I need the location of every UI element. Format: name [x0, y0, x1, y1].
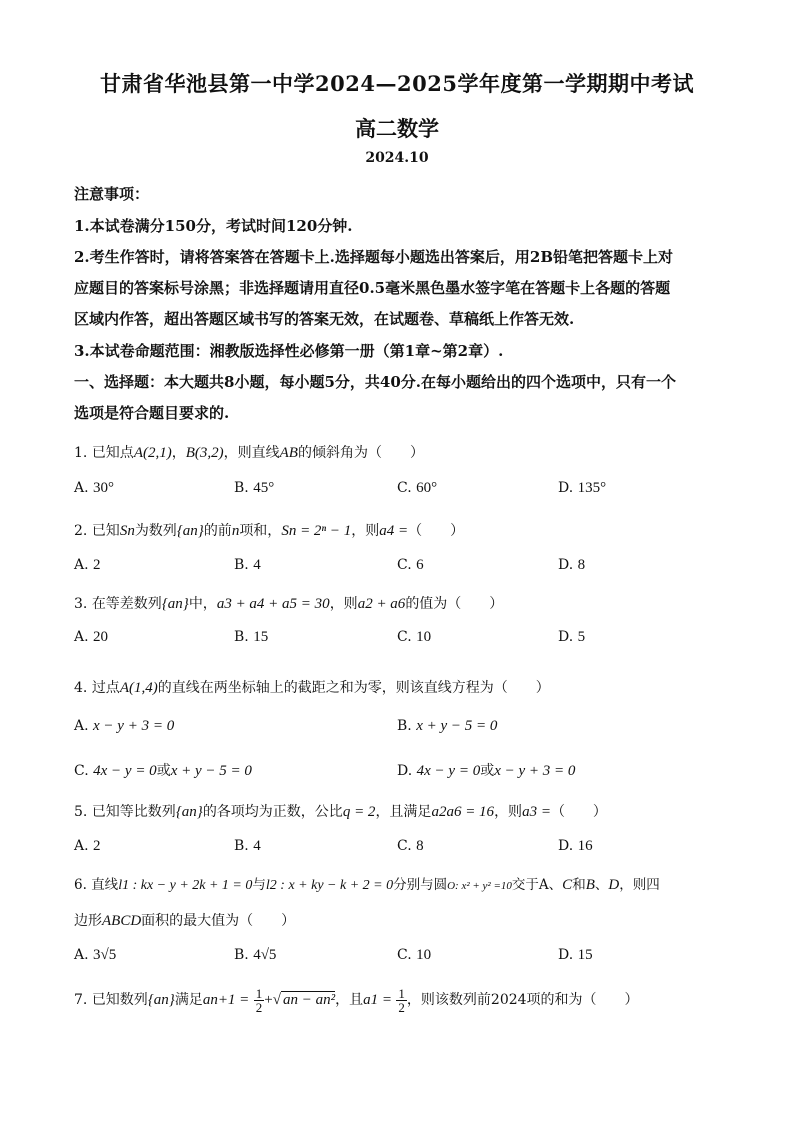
- q2-a4: a4 =: [379, 523, 409, 539]
- notes-line-2c: 区域内作答，超出答题区域书写的答案无效，在试题卷、草稿纸上作答无效.: [74, 310, 575, 328]
- exam-date: 2024.10: [365, 150, 429, 166]
- q5-option-c: C. 8: [397, 838, 424, 854]
- q3-formula: a3 + a4 + a5 = 30: [216, 596, 330, 612]
- notes-line-1: 1.本试卷满分150分，考试时间120分钟.: [74, 217, 353, 235]
- q2-option-d: D. 8: [558, 557, 586, 573]
- q6-option-a: A. 3√5: [74, 947, 117, 963]
- q3-seq: {an}: [161, 596, 189, 612]
- q6-text-10: 面积的最大值为（ ）: [141, 913, 296, 929]
- q4-text-1: 过点: [91, 680, 120, 696]
- q1-point-b: B(3,2): [185, 445, 224, 461]
- q3-number: 3.: [74, 596, 88, 612]
- q3-text-4: 的值为（ ）: [405, 596, 504, 612]
- q6-line-l1: l1 : kx − y + 2k + 1 = 0: [118, 878, 253, 893]
- q7-text-3: ，且: [335, 992, 364, 1008]
- notes-heading: 注意事项：: [74, 185, 150, 203]
- question-2: [74, 520, 464, 540]
- q2-n: n: [231, 523, 240, 539]
- q6-text-5: 、: [548, 877, 563, 893]
- q4-option-a: A. x − y + 3 = 0: [74, 718, 175, 734]
- q6-text-8: ，则四: [619, 877, 660, 893]
- q5-seq: {an}: [175, 804, 203, 820]
- q6-text-9: 边形: [74, 913, 102, 929]
- notes-line-2b: 应题目的答案标号涂黑；非选择题请用直径0.5毫米黑色墨水签字笔在答题卡上各题的答题: [74, 279, 671, 297]
- q1-number: 1.: [74, 445, 88, 461]
- radical-icon: √: [272, 992, 281, 1008]
- exam-subtitle: 高二数学: [355, 116, 439, 141]
- q6-point-a: A: [538, 877, 549, 893]
- q5-text-3: ，且满足: [375, 804, 432, 820]
- question-3: [74, 593, 503, 613]
- q5-option-a: A. 2: [74, 838, 101, 854]
- q2-text-5: ，则: [351, 523, 380, 539]
- q5-text-4: ，则: [494, 804, 523, 820]
- q5-option-d: D. 16: [558, 838, 593, 854]
- exam-title: 甘肃省华池县第一中学2024—2025学年度第一学期期中考试: [100, 71, 694, 96]
- q6-option-d: D. 15: [558, 947, 593, 963]
- q1-text-2: ，则直线: [223, 445, 280, 461]
- question-4: [74, 677, 550, 697]
- q7-number: 7.: [74, 992, 88, 1008]
- q2-sn: Sn: [119, 523, 135, 539]
- q4-option-c: C. 4x − y = 0或x + y − 5 = 0: [74, 763, 252, 779]
- q7-seq: {an}: [147, 992, 175, 1008]
- q6-number: 6.: [74, 877, 87, 893]
- question-7: [74, 985, 639, 1015]
- q6-point-d: D: [608, 877, 620, 893]
- q7-text-2: 满足: [174, 992, 203, 1008]
- q1-text-1: 已知点: [91, 445, 134, 461]
- q1-point-a: A(2,1): [133, 445, 172, 461]
- q2-option-a: A. 2: [74, 557, 101, 573]
- q1-text-3: 的倾斜角为（ ）: [297, 445, 424, 461]
- q1-line-ab: AB: [279, 445, 298, 461]
- q6-text-3: 分别与圆: [393, 877, 448, 893]
- q1-option-a: A. 30°: [74, 480, 115, 496]
- section1-line-1: 一、选择题：本大题共8小题，每小题5分，共40分.在每小题给出的四个选项中，只有一个: [74, 373, 676, 391]
- q2-text-1: 已知: [91, 523, 120, 539]
- q4-option-b: B. x + y − 5 = 0: [397, 718, 498, 734]
- q3-option-b: B. 15: [234, 629, 269, 645]
- q6-option-b: B. 4√5: [234, 947, 277, 963]
- q5-option-b: B. 4: [234, 838, 261, 854]
- q3-option-d: D. 5: [558, 629, 586, 645]
- q6-text-2: 与: [252, 877, 266, 893]
- notes-line-2a: 2.考生作答时，请将答案答在答题卡上.选择题每小题选出答案后，用2B铅笔把答题卡上对: [74, 248, 674, 266]
- q2-option-b: B. 4: [234, 557, 261, 573]
- q6-text-6: 和: [572, 877, 586, 893]
- notes-line-3: 3.本试卷命题范围：湘教版选择性必修第一册（第1章~第2章）.: [74, 342, 504, 360]
- q6-point-c: C: [562, 877, 573, 893]
- q2-seq: {an}: [176, 523, 204, 539]
- q7-text-1: 已知数列: [91, 992, 148, 1008]
- q4-option-d: D. 4x − y = 0或x − y + 3 = 0: [397, 763, 576, 779]
- q6-quadrilateral: ABCD: [102, 913, 142, 929]
- q5-formula: a2a6 = 16: [431, 804, 495, 820]
- q7-text-4: ，则该数列前2024项的和为（ ）: [406, 992, 639, 1008]
- q4-text-2: 的直线在两坐标轴上的截距之和为零，则该直线方程为（ ）: [157, 680, 550, 696]
- q3-option-a: A. 20: [74, 629, 109, 645]
- question-6: [74, 873, 660, 894]
- q3-text-3: ，则: [329, 596, 358, 612]
- q5-text-5: （ ）: [550, 804, 607, 820]
- q5-number: 5.: [74, 804, 88, 820]
- q2-text-4: 项和，: [239, 523, 282, 539]
- q5-ask: a3 =: [522, 804, 551, 820]
- question-5: [74, 801, 607, 821]
- question-6-line-2: [74, 910, 295, 930]
- q7-fraction-a1: $\frac{1}{2}$: [398, 985, 405, 1015]
- q2-formula: Sn = 2ⁿ − 1: [281, 523, 352, 539]
- q6-line-l2: l2 : x + ky − k + 2 = 0: [265, 878, 394, 893]
- section1-line-2: 选项是符合题目要求的.: [74, 404, 230, 422]
- q6-text-1: 直线: [91, 877, 119, 893]
- q7-lhs: an+1 =: [202, 992, 250, 1008]
- q1-option-c: C. 60°: [397, 480, 438, 496]
- q1-option-d: D. 135°: [558, 480, 607, 496]
- q2-option-c: C. 6: [397, 557, 424, 573]
- q2-text-3: 的前: [203, 523, 232, 539]
- q4-number: 4.: [74, 680, 88, 696]
- q6-circle: O: x² + y² =10: [447, 880, 512, 892]
- q6-text-4: 交于: [511, 877, 539, 893]
- q2-text-2: 为数列: [134, 523, 177, 539]
- q6-text-7: 、: [594, 877, 609, 893]
- q5-text-2: 的各项均为正数，公比: [202, 804, 343, 820]
- q3-option-c: C. 10: [397, 629, 432, 645]
- q3-text-1: 在等差数列: [91, 596, 162, 612]
- q2-number: 2.: [74, 523, 88, 539]
- q7-fraction-half: $\frac{1}{2}$: [255, 985, 263, 1015]
- question-1: [74, 442, 424, 462]
- q5-ratio: q = 2: [342, 804, 376, 820]
- q7-a1: a1 =: [363, 992, 392, 1008]
- q4-point-a: A(1,4): [119, 680, 158, 696]
- q1-option-b: B. 45°: [234, 480, 275, 496]
- q7-radicand: an − an²: [282, 992, 336, 1008]
- q3-text-2: 中，: [188, 596, 217, 612]
- q6-point-b: B: [585, 877, 595, 893]
- q3-ask: a2 + a6: [357, 596, 406, 612]
- q5-text-1: 已知等比数列: [91, 804, 176, 820]
- q6-option-c: C. 10: [397, 947, 432, 963]
- q1-sep: ，: [171, 445, 186, 461]
- q2-text-6: （ ）: [408, 523, 465, 539]
- q7-plus: +: [264, 992, 273, 1008]
